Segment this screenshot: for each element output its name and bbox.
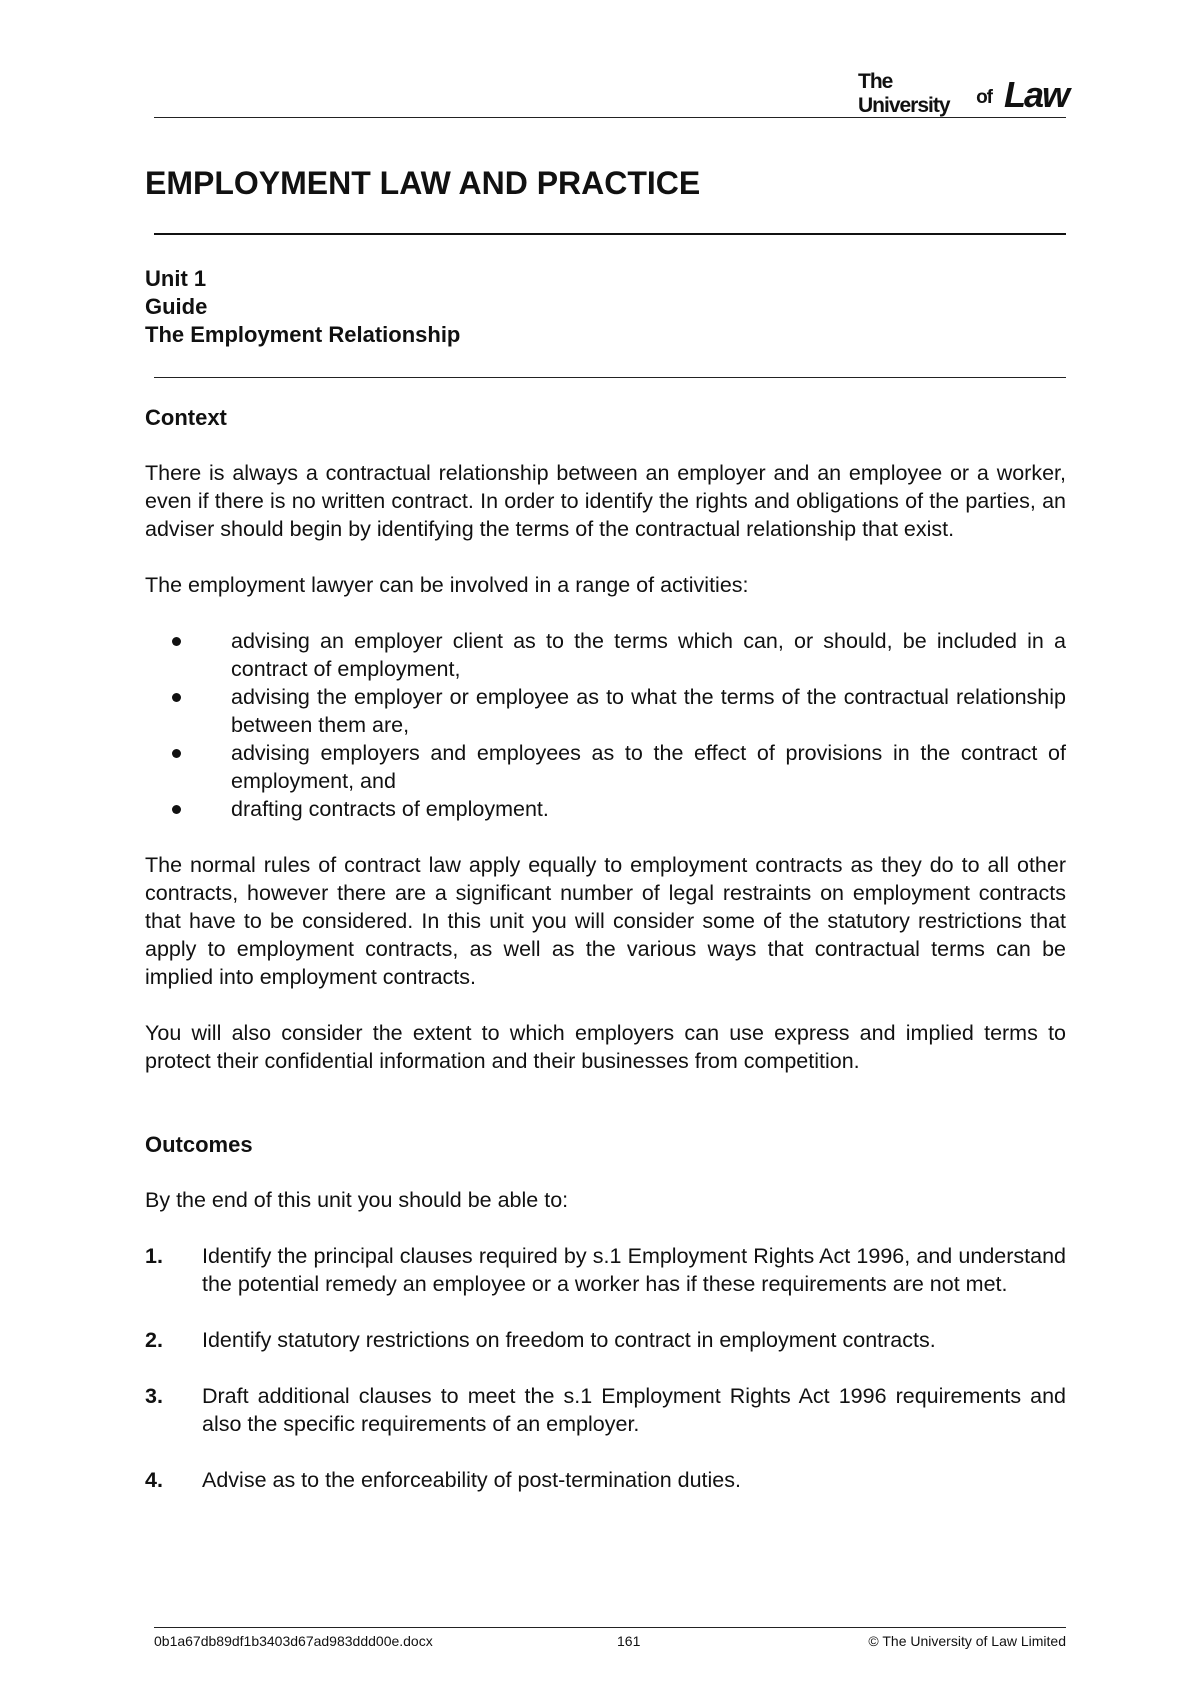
outcome-number: 3.: [145, 1384, 163, 1408]
main-content: [145, 404, 1066, 1522]
context-paragraph-4: You will also consider the extent to which employers can use express and implied terms to protect their confidential information and their businesses from competition.: [145, 1021, 1066, 1073]
outcome-number: 1.: [145, 1244, 163, 1268]
bullet-icon: [172, 805, 181, 814]
list-item-text: drafting contracts of employment.: [231, 797, 549, 821]
unit-info: [145, 265, 460, 349]
outcome-number: 2.: [145, 1328, 163, 1352]
outcome-text: Identify statutory restrictions on freedom to contract in employment contracts.: [202, 1328, 936, 1352]
logo-text-line1: The University: [858, 70, 950, 117]
list-item: [145, 1242, 1066, 1298]
list-item: [145, 1466, 1066, 1494]
footer-copyright: © The University of Law Limited: [868, 1633, 1066, 1649]
footer-filename: 0b1a67db89df1b3403d67ad983ddd00e.docx: [154, 1633, 433, 1649]
bullet-icon: [172, 693, 181, 702]
bullet-icon: [172, 749, 181, 758]
activities-list: [145, 627, 1066, 823]
list-item: [145, 1326, 1066, 1354]
outcomes-list: [145, 1242, 1066, 1494]
list-item: [145, 739, 1066, 795]
logo-text-line2: of: [976, 87, 992, 108]
outcome-number: 4.: [145, 1468, 163, 1492]
context-paragraph-3: The normal rules of contract law apply equally to employment contracts as they do to all other contracts, however there are a significant number of legal restraints on employment contracts that have to be considered. In this unit you will consider some of the statutory restrictions that apply to employment contracts, as well as the various ways that contractual terms can be implied into employment contracts.: [145, 853, 1066, 989]
list-item-text: advising the employer or employee as to what the terms of the contractual relationship between them are,: [231, 685, 1066, 737]
university-logo: [858, 70, 1068, 117]
outcome-text: Advise as to the enforceability of post-termination duties.: [202, 1468, 741, 1492]
unit-title: The Employment Relationship: [145, 322, 461, 347]
list-item-text: advising an employer client as to the terms which can, or should, be included in a contract of employment,: [231, 629, 1066, 681]
footer-rule: [154, 1627, 1066, 1628]
list-item: [145, 1382, 1066, 1438]
list-item-text: advising employers and employees as to the effect of provisions in the contract of employment, and: [231, 741, 1066, 793]
list-item: [145, 683, 1066, 739]
page-title: EMPLOYMENT LAW AND PRACTICE: [145, 165, 701, 201]
unit-number: Unit 1: [145, 266, 207, 291]
title-rule: [154, 233, 1066, 235]
unit-rule: [154, 377, 1066, 378]
section-spacer: [145, 1103, 1066, 1131]
outcome-text: Identify the principal clauses required by s.1 Employment Rights Act 1996, and understand the potential remedy an employee or a worker has if these requirements are not met.: [202, 1244, 1066, 1296]
list-item: [145, 795, 1066, 823]
context-heading: Context: [145, 405, 227, 430]
outcome-text: Draft additional clauses to meet the s.1 Employment Rights Act 1996 requirements and also the specific requirements of an employer.: [202, 1384, 1066, 1436]
bullet-icon: [172, 637, 181, 646]
context-paragraph-1: There is always a contractual relationship between an employer and an employee or a worker, even if there is no written contract. In order to identify the rights and obligations of the parties, an adviser should begin by identifying the terms of the contractual relationship that exist.: [145, 461, 1066, 541]
outcomes-heading: Outcomes: [145, 1132, 253, 1157]
footer-page-number: 161: [617, 1633, 641, 1649]
unit-type: Guide: [145, 294, 208, 319]
list-item: [145, 627, 1066, 683]
outcomes-intro: By the end of this unit you should be able to:: [145, 1188, 569, 1212]
logo-text-line3: Law: [1003, 74, 1068, 115]
context-paragraph-2: The employment lawyer can be involved in a range of activities:: [145, 573, 749, 597]
header-rule: [154, 117, 1066, 118]
